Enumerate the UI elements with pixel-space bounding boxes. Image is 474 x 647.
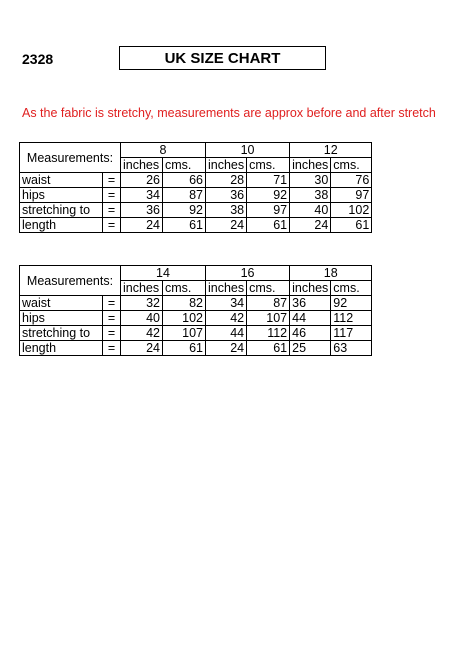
fabric-note: As the fabric is stretchy, measurements are approx before and after stretch	[22, 106, 436, 120]
value-cell: 36	[121, 203, 163, 218]
value-cell: 24	[206, 341, 247, 356]
unit-inches: inches	[121, 281, 163, 296]
equals-sign: =	[103, 326, 121, 341]
unit-inches: inches	[206, 158, 247, 173]
unit-cms: cms.	[247, 158, 290, 173]
table-row	[20, 218, 372, 233]
row-label: stretching to	[20, 326, 103, 341]
value-cell: 97	[331, 188, 372, 203]
unit-cms: cms.	[247, 281, 290, 296]
value-cell: 82	[163, 296, 206, 311]
size-header: 10	[206, 143, 290, 158]
value-cell: 24	[121, 341, 163, 356]
value-cell: 61	[163, 218, 206, 233]
value-cell: 87	[247, 296, 290, 311]
value-cell: 102	[331, 203, 372, 218]
value-cell: 38	[206, 203, 247, 218]
value-cell: 30	[290, 173, 331, 188]
row-label: length	[20, 341, 103, 356]
measurements-header: Measurements:	[20, 266, 121, 296]
equals-sign: =	[103, 203, 121, 218]
value-cell: 26	[121, 173, 163, 188]
row-label: waist	[20, 173, 103, 188]
row-label: waist	[20, 296, 103, 311]
value-cell: 66	[163, 173, 206, 188]
value-cell: 32	[121, 296, 163, 311]
value-cell: 61	[247, 218, 290, 233]
measurements-header: Measurements:	[20, 143, 121, 173]
size-table-1	[19, 142, 372, 233]
row-label: stretching to	[20, 203, 103, 218]
value-cell: 117	[331, 326, 372, 341]
unit-inches: inches	[290, 281, 331, 296]
value-cell: 92	[331, 296, 372, 311]
equals-sign: =	[103, 173, 121, 188]
value-cell: 36	[290, 296, 331, 311]
row-label: hips	[20, 311, 103, 326]
unit-cms: cms.	[163, 158, 206, 173]
value-cell: 112	[331, 311, 372, 326]
unit-inches: inches	[121, 158, 163, 173]
product-code: 2328	[22, 51, 54, 67]
value-cell: 40	[290, 203, 331, 218]
size-header: 18	[290, 266, 372, 281]
page-title: UK SIZE CHART	[119, 46, 326, 70]
value-cell: 34	[206, 296, 247, 311]
value-cell: 44	[206, 326, 247, 341]
value-cell: 107	[247, 311, 290, 326]
equals-sign: =	[103, 311, 121, 326]
unit-cms: cms.	[163, 281, 206, 296]
value-cell: 112	[247, 326, 290, 341]
value-cell: 92	[247, 188, 290, 203]
value-cell: 61	[247, 341, 290, 356]
value-cell: 34	[121, 188, 163, 203]
size-header: 12	[290, 143, 372, 158]
table-row	[20, 188, 372, 203]
value-cell: 46	[290, 326, 331, 341]
row-label: hips	[20, 188, 103, 203]
value-cell: 76	[331, 173, 372, 188]
table-row	[20, 296, 372, 311]
value-cell: 102	[163, 311, 206, 326]
value-cell: 71	[247, 173, 290, 188]
value-cell: 42	[121, 326, 163, 341]
value-cell: 61	[163, 341, 206, 356]
value-cell: 25	[290, 341, 331, 356]
table-row	[20, 203, 372, 218]
table-row	[20, 173, 372, 188]
value-cell: 38	[290, 188, 331, 203]
size-header: 14	[121, 266, 206, 281]
size-table-2	[19, 265, 372, 356]
unit-cms: cms.	[331, 281, 372, 296]
equals-sign: =	[103, 188, 121, 203]
value-cell: 63	[331, 341, 372, 356]
value-cell: 24	[206, 218, 247, 233]
unit-inches: inches	[206, 281, 247, 296]
value-cell: 87	[163, 188, 206, 203]
value-cell: 107	[163, 326, 206, 341]
value-cell: 97	[247, 203, 290, 218]
value-cell: 36	[206, 188, 247, 203]
table-row	[20, 326, 372, 341]
row-label: length	[20, 218, 103, 233]
size-header: 16	[206, 266, 290, 281]
equals-sign: =	[103, 218, 121, 233]
value-cell: 40	[121, 311, 163, 326]
value-cell: 28	[206, 173, 247, 188]
table-row	[20, 311, 372, 326]
table-row	[20, 341, 372, 356]
value-cell: 42	[206, 311, 247, 326]
value-cell: 44	[290, 311, 331, 326]
value-cell: 24	[121, 218, 163, 233]
value-cell: 24	[290, 218, 331, 233]
unit-cms: cms.	[331, 158, 372, 173]
value-cell: 61	[331, 218, 372, 233]
value-cell: 92	[163, 203, 206, 218]
equals-sign: =	[103, 296, 121, 311]
size-header: 8	[121, 143, 206, 158]
unit-inches: inches	[290, 158, 331, 173]
equals-sign: =	[103, 341, 121, 356]
